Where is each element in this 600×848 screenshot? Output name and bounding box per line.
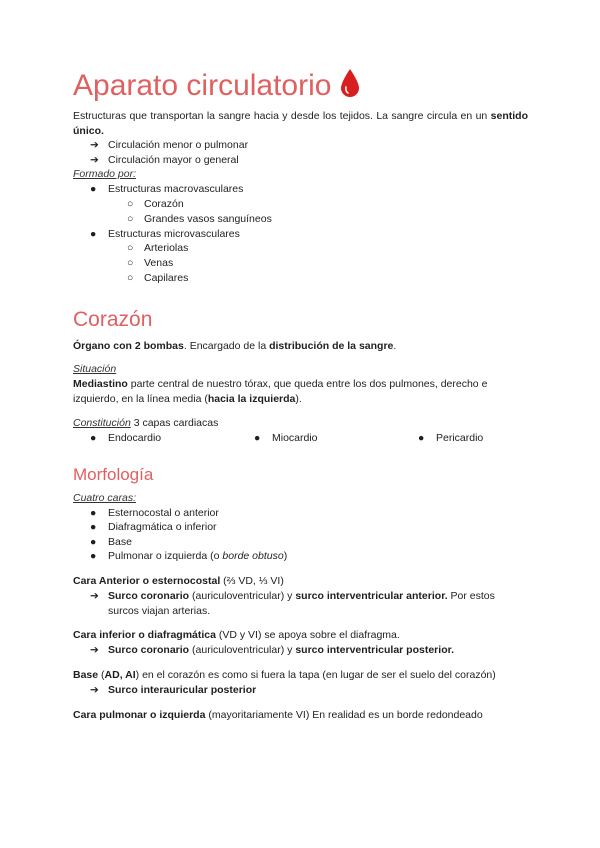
bullet-icon: ●: [90, 550, 97, 562]
bullet-icon: ●: [90, 507, 97, 519]
corazon-paragraph: Órgano con 2 bombas. Encargado de la distribución de la sangre.: [73, 340, 397, 352]
bullet-icon: ●: [90, 521, 97, 533]
cara-pulmonar-line: Cara pulmonar o izquierda (mayoritariamente VI) En realidad es un borde redondeado: [73, 709, 483, 721]
list-item: Capilares: [144, 272, 189, 284]
circle-bullet-icon: ○: [127, 198, 134, 210]
intro-arrow-item: Circulación menor o pulmonar: [108, 139, 249, 151]
constitucion-line: Constitución 3 capas cardiacas: [73, 417, 219, 429]
arrow-icon: ➔: [90, 139, 99, 151]
intro-paragraph: Estructuras que transportan la sangre hacia y desde los tejidos. La sangre circula en un sentido único.: [73, 110, 528, 137]
capa-item: Miocardio: [272, 432, 318, 444]
cara-item: Pulmonar o izquierda (o borde obtuso): [108, 550, 288, 562]
capa-item: Pericardio: [436, 432, 484, 444]
formado-label: Formado por:: [73, 168, 137, 180]
arrow-icon: ➔: [90, 684, 99, 696]
list-item: Venas: [144, 257, 174, 269]
list-item: Grandes vasos sanguíneos: [144, 213, 272, 225]
section-heading-corazon: Corazón: [73, 308, 153, 331]
situacion-label: Situación: [73, 363, 117, 375]
situacion-line-2: izquierdo, en la línea media (hacia la izquierda).: [73, 393, 302, 405]
arrow-icon: ➔: [90, 590, 99, 602]
situacion-line-1: Mediastino parte central de nuestro tórax, que queda entre los dos pulmones, derecho e: [73, 378, 488, 390]
circle-bullet-icon: ○: [127, 213, 134, 225]
cara-item: Esternocostal o anterior: [108, 507, 219, 519]
list-item: Corazón: [144, 198, 184, 210]
capa-item: Endocardio: [108, 432, 162, 444]
section-heading-morfologia: Morfología: [73, 465, 154, 484]
arrow-icon: ➔: [90, 154, 99, 166]
page-title: Aparato circulatorio: [73, 68, 361, 104]
circle-bullet-icon: ○: [127, 272, 134, 284]
bullet-icon: ●: [90, 432, 97, 444]
list-item: Estructuras macrovasculares: [108, 183, 244, 195]
cara-anterior-arrow: Surco coronario (auriculoventricular) y surco interventricular anterior. Por estos: [108, 590, 495, 602]
list-item: Estructuras microvasculares: [108, 228, 240, 240]
caras-label: Cuatro caras:: [73, 492, 137, 504]
circle-bullet-icon: ○: [127, 242, 134, 254]
bullet-icon: ●: [90, 536, 97, 548]
bullet-icon: ●: [90, 183, 97, 195]
cara-item: Diafragmática o inferior: [108, 521, 217, 533]
cara-inferior-arrow: Surco coronario (auriculoventricular) y surco interventricular posterior.: [108, 644, 455, 656]
base-arrow: Surco interauricular posterior: [108, 684, 257, 696]
cara-anterior-line: Cara Anterior o esternocostal (⅔ VD, ⅓ VI): [73, 575, 284, 587]
arrow-icon: ➔: [90, 644, 99, 656]
blood-drop-icon: [339, 68, 361, 104]
bullet-icon: ●: [418, 432, 425, 444]
cara-item: Base: [108, 536, 132, 548]
intro-arrow-item: Circulación mayor o general: [108, 154, 239, 166]
bullet-icon: ●: [90, 228, 97, 240]
cara-anterior-arrow-line2: surcos viajan arterias.: [108, 605, 211, 617]
base-line: Base (AD, AI) en el corazón es como si fuera la tapa (en lugar de ser el suelo del corazón): [73, 669, 496, 681]
circle-bullet-icon: ○: [127, 257, 134, 269]
cara-inferior-line: Cara inferior o diafragmática (VD y VI) se apoya sobre el diafragma.: [73, 629, 400, 641]
list-item: Arteriolas: [144, 242, 189, 254]
bullet-icon: ●: [254, 432, 261, 444]
